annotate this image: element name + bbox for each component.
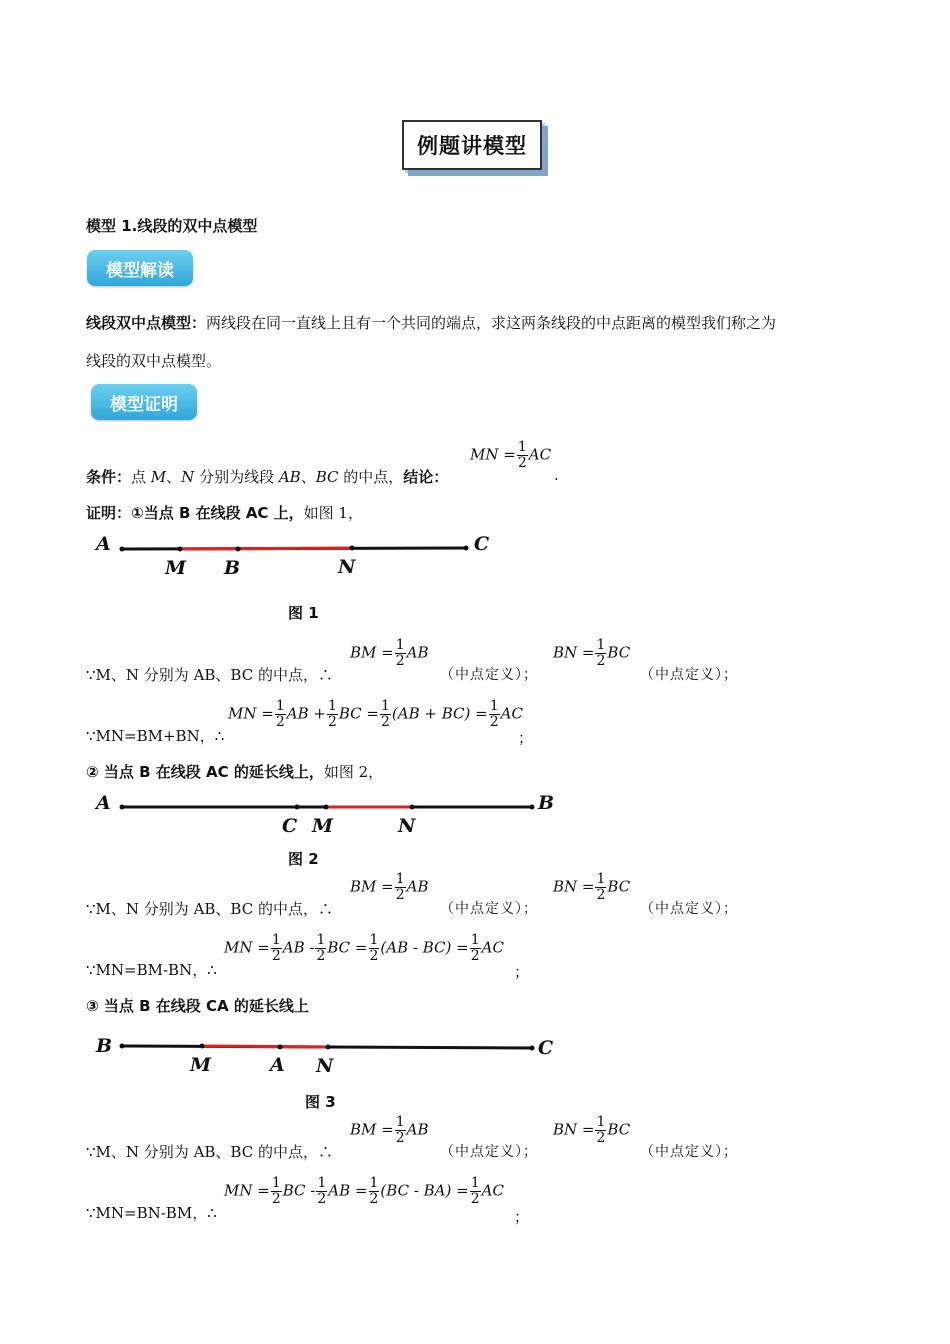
frac-num: 1 <box>596 871 606 887</box>
fraction-half <box>380 699 391 730</box>
label-m: M <box>190 1054 212 1076</box>
midpoint-statement-3: ∵M、N 分别为 AB、BC 的中点，∴ <box>86 1143 333 1161</box>
frac-den: 2 <box>395 887 405 903</box>
figure-2-diagram <box>90 787 570 839</box>
page-title: 例题讲模型 <box>417 134 527 158</box>
midpoint-statement-1: ∵M、N 分别为 AB、BC 的中点，∴ <box>86 666 333 684</box>
formula-rhs: AB <box>406 1120 429 1139</box>
frac-num: 1 <box>369 1175 379 1191</box>
frac-den: 2 <box>381 714 390 730</box>
definition-text: 两线段在同一直线上且有一个共同的端点，求这两条线段的中点距离的模型我们称之为 <box>206 314 777 332</box>
proof-case-2 <box>86 761 383 782</box>
frac-num: 1 <box>489 698 499 714</box>
figure-1-caption: 图 1 <box>288 604 319 622</box>
figure-1-diagram <box>90 528 510 582</box>
label-n: N <box>338 556 356 578</box>
point-c <box>295 805 300 810</box>
label-m: M <box>312 815 334 837</box>
frac-den: 2 <box>327 714 337 730</box>
formula-lhs: BN = <box>553 643 595 662</box>
point-b <box>120 1044 125 1049</box>
label-a: A <box>270 1054 285 1076</box>
frac-num: 1 <box>395 871 405 887</box>
mn-relation-1: ∵MN=BM+BN，∴ <box>86 727 225 745</box>
point-n <box>326 1045 331 1050</box>
point-a <box>120 547 125 552</box>
formula-lhs: MN = <box>224 1181 270 1200</box>
definition-term: 线段双中点模型： <box>86 314 207 332</box>
condition-label: 条件： <box>86 468 132 486</box>
fraction-half <box>315 933 326 964</box>
frac-num: 1 <box>327 698 337 714</box>
bn-formula-2 <box>553 872 630 903</box>
condition-text: 点 <box>131 468 151 486</box>
frac-num: 1 <box>470 932 480 948</box>
point-n <box>410 805 415 810</box>
term: AC <box>481 938 504 957</box>
label-a: A <box>96 533 111 555</box>
fraction-half <box>271 1176 282 1207</box>
midpoint-definition-note: （中点定义）； <box>640 901 738 917</box>
condition-text: 分别为线段 <box>194 468 279 486</box>
term: AB - <box>282 938 315 957</box>
formula-rhs: BC <box>607 643 631 662</box>
fraction-half <box>395 872 406 903</box>
point-a <box>120 805 125 810</box>
formula-lhs: BN = <box>553 1120 595 1139</box>
case-1-tail: 如图 1， <box>303 504 363 522</box>
frac-den: 2 <box>316 948 326 964</box>
term: BC = <box>327 938 368 957</box>
mn-derivation-3 <box>224 1176 504 1207</box>
badge-model-proof <box>91 384 197 420</box>
formula-lhs: MN = <box>224 938 270 957</box>
frac-den: 2 <box>470 948 480 964</box>
label-b: B <box>224 557 241 579</box>
point-m <box>200 1044 205 1049</box>
figure-3-caption: 图 3 <box>305 1093 336 1111</box>
mn-derivation-1 <box>228 699 523 730</box>
definition-line-2: 线段的双中点模型。 <box>86 352 222 370</box>
fraction-half <box>470 1176 481 1207</box>
fraction-half <box>595 872 606 903</box>
term: (BC - BA) = <box>380 1181 469 1200</box>
formula-lhs: MN = <box>228 704 274 723</box>
frac-den: 2 <box>489 714 499 730</box>
term: AB = <box>328 1181 368 1200</box>
label-a: A <box>96 792 111 814</box>
figure-2-caption: 图 2 <box>288 850 319 868</box>
mn-relation-2: ∵MN=BM-BN，∴ <box>86 961 217 979</box>
frac-num: 1 <box>395 637 405 653</box>
frac-den: 2 <box>470 1191 480 1207</box>
frac-num: 1 <box>316 932 326 948</box>
condition-text: 的中点， <box>338 468 404 486</box>
term: BC = <box>338 704 379 723</box>
formula-rhs: BC <box>607 1120 631 1139</box>
point-m <box>178 547 183 552</box>
label-n: N <box>398 815 416 837</box>
point-n: N <box>181 468 195 486</box>
fraction-half <box>489 699 500 730</box>
segment-bc: BC <box>315 468 339 486</box>
separator: 、 <box>300 468 316 486</box>
segment-ab: AB <box>278 468 301 486</box>
fraction-half <box>517 440 528 471</box>
frac-den: 2 <box>271 1191 281 1207</box>
bn-formula-1 <box>553 638 630 669</box>
fraction-half <box>470 933 481 964</box>
frac-num: 1 <box>517 439 527 455</box>
frac-num: 1 <box>317 1175 327 1191</box>
formula-rhs: BC <box>607 877 631 896</box>
formula-lhs: BN = <box>553 877 595 896</box>
term: AB + <box>286 704 326 723</box>
segment-mn <box>180 548 352 549</box>
midpoint-definition-note: （中点定义）； <box>640 1144 738 1160</box>
semicolon: ； <box>514 1208 530 1226</box>
frac-den: 2 <box>275 714 285 730</box>
frac-num: 1 <box>395 1114 405 1130</box>
formula-lhs: MN = <box>470 445 516 464</box>
term: (AB + BC) = <box>391 704 488 723</box>
segment-mn <box>202 1046 328 1047</box>
label-m: M <box>165 557 187 579</box>
frac-num: 1 <box>271 1175 281 1191</box>
frac-num: 1 <box>381 698 390 714</box>
formula-lhs: BM = <box>350 643 394 662</box>
frac-den: 2 <box>271 948 281 964</box>
term: AC <box>500 704 523 723</box>
formula-rhs: AC <box>528 445 552 464</box>
definition-line-1 <box>86 312 776 333</box>
fraction-half <box>275 699 286 730</box>
frac-num: 1 <box>275 698 285 714</box>
label-c: C <box>538 1037 554 1059</box>
point-m: M <box>150 468 167 486</box>
frac-num: 1 <box>596 637 606 653</box>
fraction-half <box>395 1115 406 1146</box>
badge-label: 模型证明 <box>110 394 178 415</box>
page-title-box <box>402 120 542 170</box>
mn-derivation-2 <box>224 933 504 964</box>
mn-relation-3: ∵MN=BN-BM，∴ <box>86 1204 217 1222</box>
case-1-heading: ①当点 B 在线段 AC 上， <box>131 504 304 522</box>
case-2-heading: ② 当点 B 在线段 AC 的延长线上， <box>86 763 324 781</box>
badge-label: 模型解读 <box>106 260 174 281</box>
label-c: C <box>474 533 490 555</box>
bm-formula-3 <box>350 1115 429 1146</box>
frac-den: 2 <box>517 455 527 471</box>
formula-lhs: BM = <box>350 877 394 896</box>
point-a <box>278 1045 283 1050</box>
midpoint-definition-note: （中点定义）； <box>440 1144 538 1160</box>
midpoint-definition-note: （中点定义）； <box>640 667 738 683</box>
formula-lhs: BM = <box>350 1120 394 1139</box>
frac-den: 2 <box>369 1191 379 1207</box>
term: AC <box>481 1181 504 1200</box>
frac-num: 1 <box>271 932 281 948</box>
badge-model-interpret <box>87 250 193 286</box>
bm-formula-2 <box>350 872 429 903</box>
semicolon: ； <box>518 729 534 747</box>
case-2-tail: 如图 2， <box>323 763 384 781</box>
formula-rhs: AB <box>406 643 429 662</box>
fraction-half <box>271 933 282 964</box>
point-b <box>236 547 241 552</box>
bn-formula-3 <box>553 1115 630 1146</box>
proof-case-1 <box>86 502 363 523</box>
frac-num: 1 <box>369 932 379 948</box>
midpoint-statement-2: ∵M、N 分别为 AB、BC 的中点，∴ <box>86 900 333 918</box>
point-m <box>324 805 329 810</box>
conclusion-end: . <box>554 466 559 484</box>
frac-den: 2 <box>395 1130 405 1146</box>
point-c <box>530 1046 535 1051</box>
label-c: C <box>282 815 298 837</box>
fraction-half <box>595 638 606 669</box>
fraction-half <box>369 933 380 964</box>
fraction-half <box>595 1115 606 1146</box>
conclusion-label: 结论： <box>403 468 449 486</box>
formula-rhs: AB <box>406 877 429 896</box>
midpoint-definition-note: （中点定义）； <box>440 667 538 683</box>
section-title: 模型 1.线段的双中点模型 <box>86 217 258 235</box>
fraction-half <box>395 638 406 669</box>
point-c <box>464 546 469 551</box>
term: (AB - BC) = <box>380 938 469 957</box>
term: BC - <box>282 1181 316 1200</box>
condition-line <box>86 466 448 487</box>
frac-den: 2 <box>317 1191 327 1207</box>
frac-den: 2 <box>596 653 606 669</box>
separator: 、 <box>166 468 182 486</box>
bm-formula-1 <box>350 638 429 669</box>
fraction-half <box>316 1176 327 1207</box>
frac-den: 2 <box>596 887 606 903</box>
label-b: B <box>96 1035 113 1057</box>
frac-den: 2 <box>369 948 379 964</box>
point-n <box>350 546 355 551</box>
proof-case-3: ③ 当点 B 在线段 CA 的延长线上 <box>86 997 309 1015</box>
fraction-half <box>327 699 338 730</box>
proof-label: 证明： <box>86 504 132 522</box>
figure-3-diagram <box>90 1030 570 1082</box>
midpoint-definition-note: （中点定义）； <box>440 901 538 917</box>
frac-den: 2 <box>596 1130 606 1146</box>
frac-num: 1 <box>470 1175 480 1191</box>
frac-den: 2 <box>395 653 405 669</box>
semicolon: ； <box>514 963 530 981</box>
point-b <box>530 805 535 810</box>
label-b: B <box>538 792 555 814</box>
label-n: N <box>316 1055 334 1077</box>
frac-num: 1 <box>596 1114 606 1130</box>
conclusion-formula <box>470 440 551 471</box>
fraction-half <box>369 1176 380 1207</box>
